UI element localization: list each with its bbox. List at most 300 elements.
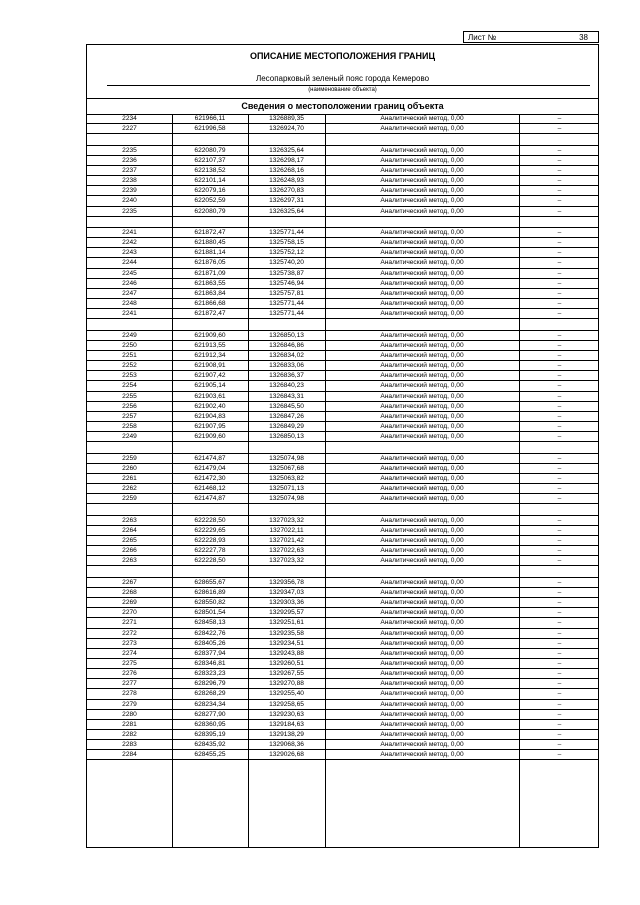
y-coordinate-cell: 1329138,29 bbox=[269, 730, 304, 738]
y-coordinate-cell: 1326325,64 bbox=[269, 207, 304, 215]
document-frame bbox=[86, 44, 599, 848]
y-coordinate-cell: 1329347,03 bbox=[269, 588, 304, 596]
table-separator-row bbox=[87, 319, 598, 330]
sheet-label: Лист № bbox=[468, 33, 497, 42]
x-coordinate-cell: 622079,16 bbox=[194, 187, 226, 195]
extra-cell: – bbox=[557, 619, 562, 627]
extra-cell: – bbox=[557, 279, 562, 287]
y-coordinate-cell: 1326843,31 bbox=[269, 392, 304, 400]
extra-cell: – bbox=[557, 289, 562, 297]
extra-cell: – bbox=[557, 177, 562, 185]
method-cell: Аналитический метод, 0,00 bbox=[380, 341, 464, 349]
table-row bbox=[87, 710, 598, 720]
point-number-cell: 2252 bbox=[122, 362, 137, 370]
y-coordinate-cell: 1329026,68 bbox=[269, 751, 304, 759]
y-coordinate-cell: 1326833,06 bbox=[269, 362, 304, 370]
point-number-cell: 2241 bbox=[122, 229, 137, 237]
document-title: ОПИСАНИЕ МЕСТОПОЛОЖЕНИЯ ГРАНИЦ bbox=[249, 51, 436, 61]
x-coordinate-cell: 628616,89 bbox=[194, 588, 226, 596]
table-row bbox=[87, 166, 598, 176]
extra-cell: – bbox=[557, 537, 562, 545]
table-row bbox=[87, 484, 598, 494]
extra-cell: – bbox=[557, 578, 562, 586]
method-cell: Аналитический метод, 0,00 bbox=[380, 516, 464, 524]
extra-cell: – bbox=[557, 751, 562, 759]
x-coordinate-cell: 628405,26 bbox=[194, 639, 226, 647]
x-coordinate-cell: 628323,23 bbox=[194, 670, 226, 678]
x-coordinate-cell: 628395,19 bbox=[194, 730, 226, 738]
y-coordinate-cell: 1326850,13 bbox=[269, 331, 304, 339]
y-coordinate-cell: 1325074,98 bbox=[269, 495, 304, 503]
point-number-cell: 2272 bbox=[122, 629, 137, 637]
x-coordinate-cell: 628455,25 bbox=[194, 751, 226, 759]
method-cell: Аналитический метод, 0,00 bbox=[380, 412, 464, 420]
table-row bbox=[87, 114, 598, 124]
method-cell: Аналитический метод, 0,00 bbox=[380, 402, 464, 410]
method-cell: Аналитический метод, 0,00 bbox=[380, 700, 464, 708]
x-coordinate-cell: 628435,92 bbox=[194, 741, 226, 749]
extra-cell: – bbox=[557, 609, 562, 617]
method-cell: Аналитический метод, 0,00 bbox=[380, 115, 464, 122]
table-row bbox=[87, 679, 598, 689]
method-cell: Аналитический метод, 0,00 bbox=[380, 454, 464, 462]
table-row bbox=[87, 639, 598, 649]
method-cell: Аналитический метод, 0,00 bbox=[380, 433, 464, 441]
method-cell: Аналитический метод, 0,00 bbox=[380, 680, 464, 688]
point-number-cell: 2244 bbox=[122, 259, 137, 267]
x-coordinate-cell: 622228,50 bbox=[194, 557, 226, 565]
table-row bbox=[87, 186, 598, 196]
x-coordinate-cell: 621872,47 bbox=[194, 310, 226, 318]
extra-cell: – bbox=[557, 125, 562, 133]
sheet-number-box bbox=[463, 31, 599, 43]
x-coordinate-cell: 621863,84 bbox=[194, 289, 226, 297]
table-row bbox=[87, 381, 598, 391]
extra-cell: – bbox=[557, 588, 562, 596]
table-row bbox=[87, 432, 598, 442]
method-cell: Аналитический метод, 0,00 bbox=[380, 146, 464, 154]
extra-cell: – bbox=[557, 485, 562, 493]
table-row bbox=[87, 248, 598, 258]
extra-cell: – bbox=[557, 629, 562, 637]
extra-cell: – bbox=[557, 670, 562, 678]
method-cell: Аналитический метод, 0,00 bbox=[380, 578, 464, 586]
method-cell: Аналитический метод, 0,00 bbox=[380, 659, 464, 667]
method-cell: Аналитический метод, 0,00 bbox=[380, 289, 464, 297]
method-cell: Аналитический метод, 0,00 bbox=[380, 372, 464, 380]
sheet-number-underline bbox=[498, 42, 590, 43]
point-number-cell: 2250 bbox=[122, 341, 137, 349]
x-coordinate-cell: 621880,45 bbox=[194, 239, 226, 247]
y-coordinate-cell: 1329260,51 bbox=[269, 659, 304, 667]
method-cell: Аналитический метод, 0,00 bbox=[380, 599, 464, 607]
point-number-cell: 2253 bbox=[122, 372, 137, 380]
table-row bbox=[87, 464, 598, 474]
x-coordinate-cell: 621996,58 bbox=[194, 125, 226, 133]
table-row bbox=[87, 238, 598, 248]
y-coordinate-cell: 1326845,50 bbox=[269, 402, 304, 410]
y-coordinate-cell: 1325771,44 bbox=[269, 229, 304, 237]
column-divider bbox=[248, 114, 249, 847]
table-row bbox=[87, 454, 598, 464]
point-number-cell: 2242 bbox=[122, 239, 137, 247]
point-number-cell: 2268 bbox=[122, 588, 137, 596]
point-number-cell: 2279 bbox=[122, 700, 137, 708]
extra-cell: – bbox=[557, 372, 562, 380]
y-coordinate-cell: 1326889,35 bbox=[269, 115, 304, 122]
method-cell: Аналитический метод, 0,00 bbox=[380, 382, 464, 390]
point-number-cell: 2251 bbox=[122, 351, 137, 359]
y-coordinate-cell: 1325752,12 bbox=[269, 249, 304, 257]
table-row bbox=[87, 700, 598, 710]
y-coordinate-cell: 1329230,63 bbox=[269, 710, 304, 718]
method-cell: Аналитический метод, 0,00 bbox=[380, 670, 464, 678]
table-row bbox=[87, 156, 598, 166]
extra-cell: – bbox=[557, 402, 562, 410]
method-cell: Аналитический метод, 0,00 bbox=[380, 639, 464, 647]
y-coordinate-cell: 1326836,37 bbox=[269, 372, 304, 380]
x-coordinate-cell: 622227,78 bbox=[194, 547, 226, 555]
table-row bbox=[87, 279, 598, 289]
point-number-cell: 2235 bbox=[122, 207, 137, 215]
table-row bbox=[87, 351, 598, 361]
method-cell: Аналитический метод, 0,00 bbox=[380, 125, 464, 133]
method-cell: Аналитический метод, 0,00 bbox=[380, 741, 464, 749]
method-cell: Аналитический метод, 0,00 bbox=[380, 730, 464, 738]
method-cell: Аналитический метод, 0,00 bbox=[380, 751, 464, 759]
y-coordinate-cell: 1325757,81 bbox=[269, 289, 304, 297]
y-coordinate-cell: 1325738,87 bbox=[269, 269, 304, 277]
y-coordinate-cell: 1325771,44 bbox=[269, 310, 304, 318]
table-row bbox=[87, 750, 598, 760]
table-row bbox=[87, 176, 598, 186]
point-number-cell: 2241 bbox=[122, 310, 137, 318]
x-coordinate-cell: 621876,05 bbox=[194, 259, 226, 267]
table-row bbox=[87, 536, 598, 546]
table-row bbox=[87, 588, 598, 598]
table-row bbox=[87, 392, 598, 402]
point-number-cell: 2245 bbox=[122, 269, 137, 277]
x-coordinate-cell: 621881,14 bbox=[194, 249, 226, 257]
y-coordinate-cell: 1325746,94 bbox=[269, 279, 304, 287]
x-coordinate-cell: 621909,60 bbox=[194, 331, 226, 339]
point-number-cell: 2270 bbox=[122, 609, 137, 617]
point-number-cell: 2234 bbox=[122, 115, 137, 122]
point-number-cell: 2247 bbox=[122, 289, 137, 297]
y-coordinate-cell: 1329243,88 bbox=[269, 649, 304, 657]
extra-cell: – bbox=[557, 741, 562, 749]
point-number-cell: 2264 bbox=[122, 526, 137, 534]
method-cell: Аналитический метод, 0,00 bbox=[380, 629, 464, 637]
y-coordinate-cell: 1329295,57 bbox=[269, 609, 304, 617]
table-row bbox=[87, 494, 598, 504]
method-cell: Аналитический метод, 0,00 bbox=[380, 177, 464, 185]
table-row bbox=[87, 740, 598, 750]
extra-cell: – bbox=[557, 412, 562, 420]
point-number-cell: 2243 bbox=[122, 249, 137, 257]
table-row bbox=[87, 422, 598, 432]
y-coordinate-cell: 1326270,83 bbox=[269, 187, 304, 195]
extra-cell: – bbox=[557, 700, 562, 708]
table-row bbox=[87, 341, 598, 351]
table-row bbox=[87, 228, 598, 238]
x-coordinate-cell: 628655,67 bbox=[194, 578, 226, 586]
object-name-underline bbox=[107, 85, 590, 86]
point-number-cell: 2280 bbox=[122, 710, 137, 718]
table-row bbox=[87, 258, 598, 268]
point-number-cell: 2263 bbox=[122, 557, 137, 565]
table-row bbox=[87, 289, 598, 299]
y-coordinate-cell: 1325740,20 bbox=[269, 259, 304, 267]
x-coordinate-cell: 621966,11 bbox=[194, 115, 226, 122]
table-separator-row bbox=[87, 504, 598, 515]
table-row bbox=[87, 196, 598, 206]
table-row bbox=[87, 578, 598, 588]
method-cell: Аналитический метод, 0,00 bbox=[380, 649, 464, 657]
x-coordinate-cell: 621472,30 bbox=[194, 474, 226, 482]
point-number-cell: 2267 bbox=[122, 578, 137, 586]
point-number-cell: 2238 bbox=[122, 177, 137, 185]
x-coordinate-cell: 628346,81 bbox=[194, 659, 226, 667]
extra-cell: – bbox=[557, 392, 562, 400]
extra-cell: – bbox=[557, 474, 562, 482]
point-number-cell: 2239 bbox=[122, 187, 137, 195]
table-row bbox=[87, 371, 598, 381]
method-cell: Аналитический метод, 0,00 bbox=[380, 609, 464, 617]
method-cell: Аналитический метод, 0,00 bbox=[380, 331, 464, 339]
method-cell: Аналитический метод, 0,00 bbox=[380, 588, 464, 596]
point-number-cell: 2237 bbox=[122, 166, 137, 174]
x-coordinate-cell: 628234,34 bbox=[194, 700, 226, 708]
x-coordinate-cell: 621479,04 bbox=[194, 464, 226, 472]
y-coordinate-cell: 1329235,58 bbox=[269, 629, 304, 637]
y-coordinate-cell: 1325771,44 bbox=[269, 300, 304, 308]
y-coordinate-cell: 1326325,64 bbox=[269, 146, 304, 154]
extra-cell: – bbox=[557, 197, 562, 205]
column-divider bbox=[325, 114, 326, 847]
point-number-cell: 2275 bbox=[122, 659, 137, 667]
point-number-cell: 2249 bbox=[122, 331, 137, 339]
coordinates-table bbox=[87, 114, 598, 760]
point-number-cell: 2258 bbox=[122, 422, 137, 430]
extra-cell: – bbox=[557, 269, 562, 277]
method-cell: Аналитический метод, 0,00 bbox=[380, 351, 464, 359]
extra-cell: – bbox=[557, 331, 562, 339]
x-coordinate-cell: 621909,60 bbox=[194, 433, 226, 441]
method-cell: Аналитический метод, 0,00 bbox=[380, 229, 464, 237]
x-coordinate-cell: 622101,14 bbox=[194, 177, 226, 185]
x-coordinate-cell: 621871,09 bbox=[194, 269, 226, 277]
table-row bbox=[87, 649, 598, 659]
extra-cell: – bbox=[557, 239, 562, 247]
table-separator-row bbox=[87, 217, 598, 228]
x-coordinate-cell: 621912,34 bbox=[194, 351, 226, 359]
x-coordinate-cell: 622107,37 bbox=[194, 156, 226, 164]
y-coordinate-cell: 1326850,13 bbox=[269, 433, 304, 441]
method-cell: Аналитический метод, 0,00 bbox=[380, 526, 464, 534]
point-number-cell: 2246 bbox=[122, 279, 137, 287]
table-row bbox=[87, 618, 598, 628]
table-row bbox=[87, 689, 598, 699]
x-coordinate-cell: 621907,95 bbox=[194, 422, 226, 430]
table-row bbox=[87, 526, 598, 536]
y-coordinate-cell: 1327021,42 bbox=[269, 537, 304, 545]
table-row bbox=[87, 669, 598, 679]
column-divider bbox=[172, 114, 173, 847]
method-cell: Аналитический метод, 0,00 bbox=[380, 310, 464, 318]
x-coordinate-cell: 622228,93 bbox=[194, 537, 226, 545]
y-coordinate-cell: 1325074,98 bbox=[269, 454, 304, 462]
extra-cell: – bbox=[557, 557, 562, 565]
y-coordinate-cell: 1326298,17 bbox=[269, 156, 304, 164]
point-number-cell: 2283 bbox=[122, 741, 137, 749]
method-cell: Аналитический метод, 0,00 bbox=[380, 474, 464, 482]
table-row bbox=[87, 629, 598, 639]
table-row bbox=[87, 331, 598, 341]
extra-cell: – bbox=[557, 310, 562, 318]
method-cell: Аналитический метод, 0,00 bbox=[380, 690, 464, 698]
table-row bbox=[87, 730, 598, 740]
y-coordinate-cell: 1329234,51 bbox=[269, 639, 304, 647]
y-coordinate-cell: 1327023,32 bbox=[269, 557, 304, 565]
y-coordinate-cell: 1325071,13 bbox=[269, 485, 304, 493]
x-coordinate-cell: 621902,40 bbox=[194, 402, 226, 410]
point-number-cell: 2282 bbox=[122, 730, 137, 738]
extra-cell: – bbox=[557, 649, 562, 657]
point-number-cell: 2256 bbox=[122, 402, 137, 410]
y-coordinate-cell: 1326268,16 bbox=[269, 166, 304, 174]
y-coordinate-cell: 1326840,23 bbox=[269, 382, 304, 390]
extra-cell: – bbox=[557, 362, 562, 370]
table-separator-row bbox=[87, 566, 598, 577]
extra-cell: – bbox=[557, 730, 562, 738]
table-row bbox=[87, 556, 598, 566]
y-coordinate-cell: 1329251,61 bbox=[269, 619, 304, 627]
x-coordinate-cell: 628550,82 bbox=[194, 599, 226, 607]
method-cell: Аналитический метод, 0,00 bbox=[380, 362, 464, 370]
method-cell: Аналитический метод, 0,00 bbox=[380, 485, 464, 493]
extra-cell: – bbox=[557, 249, 562, 257]
x-coordinate-cell: 621474,87 bbox=[194, 495, 226, 503]
x-coordinate-cell: 622229,65 bbox=[194, 526, 226, 534]
extra-cell: – bbox=[557, 115, 562, 122]
point-number-cell: 2261 bbox=[122, 474, 137, 482]
point-number-cell: 2269 bbox=[122, 599, 137, 607]
x-coordinate-cell: 622080,79 bbox=[194, 207, 226, 215]
column-divider bbox=[519, 114, 520, 847]
table-separator-row bbox=[87, 134, 598, 145]
method-cell: Аналитический метод, 0,00 bbox=[380, 249, 464, 257]
point-number-cell: 2255 bbox=[122, 392, 137, 400]
point-number-cell: 2227 bbox=[122, 125, 137, 133]
y-coordinate-cell: 1326846,86 bbox=[269, 341, 304, 349]
table-row bbox=[87, 124, 598, 134]
extra-cell: – bbox=[557, 720, 562, 728]
extra-cell: – bbox=[557, 639, 562, 647]
extra-cell: – bbox=[557, 207, 562, 215]
x-coordinate-cell: 621905,14 bbox=[194, 382, 226, 390]
table-row bbox=[87, 207, 598, 217]
y-coordinate-cell: 1327022,11 bbox=[269, 526, 304, 534]
point-number-cell: 2274 bbox=[122, 649, 137, 657]
method-cell: Аналитический метод, 0,00 bbox=[380, 300, 464, 308]
x-coordinate-cell: 628360,95 bbox=[194, 720, 226, 728]
extra-cell: – bbox=[557, 422, 562, 430]
extra-cell: – bbox=[557, 690, 562, 698]
point-number-cell: 2259 bbox=[122, 454, 137, 462]
x-coordinate-cell: 628268,29 bbox=[194, 690, 226, 698]
y-coordinate-cell: 1329258,65 bbox=[269, 700, 304, 708]
table-row bbox=[87, 474, 598, 484]
table-row bbox=[87, 361, 598, 371]
x-coordinate-cell: 628501,54 bbox=[194, 609, 226, 617]
x-coordinate-cell: 628422,76 bbox=[194, 629, 226, 637]
x-coordinate-cell: 628296,79 bbox=[194, 680, 226, 688]
extra-cell: – bbox=[557, 341, 562, 349]
point-number-cell: 2281 bbox=[122, 720, 137, 728]
method-cell: Аналитический метод, 0,00 bbox=[380, 495, 464, 503]
table-row bbox=[87, 269, 598, 279]
y-coordinate-cell: 1329270,88 bbox=[269, 680, 304, 688]
extra-cell: – bbox=[557, 229, 562, 237]
method-cell: Аналитический метод, 0,00 bbox=[380, 619, 464, 627]
x-coordinate-cell: 621474,87 bbox=[194, 454, 226, 462]
extra-cell: – bbox=[557, 166, 562, 174]
method-cell: Аналитический метод, 0,00 bbox=[380, 269, 464, 277]
extra-cell: – bbox=[557, 710, 562, 718]
method-cell: Аналитический метод, 0,00 bbox=[380, 207, 464, 215]
x-coordinate-cell: 622052,59 bbox=[194, 197, 226, 205]
y-coordinate-cell: 1326297,31 bbox=[269, 197, 304, 205]
extra-cell: – bbox=[557, 156, 562, 164]
point-number-cell: 2257 bbox=[122, 412, 137, 420]
x-coordinate-cell: 621907,42 bbox=[194, 372, 226, 380]
x-coordinate-cell: 622138,52 bbox=[194, 166, 226, 174]
extra-cell: – bbox=[557, 259, 562, 267]
method-cell: Аналитический метод, 0,00 bbox=[380, 464, 464, 472]
point-number-cell: 2248 bbox=[122, 300, 137, 308]
point-number-cell: 2266 bbox=[122, 547, 137, 555]
table-row bbox=[87, 720, 598, 730]
y-coordinate-cell: 1329068,36 bbox=[269, 741, 304, 749]
x-coordinate-cell: 628277,90 bbox=[194, 710, 226, 718]
object-name-caption: (наименование объекта) bbox=[308, 87, 377, 93]
extra-cell: – bbox=[557, 382, 562, 390]
x-coordinate-cell: 622080,79 bbox=[194, 146, 226, 154]
method-cell: Аналитический метод, 0,00 bbox=[380, 197, 464, 205]
method-cell: Аналитический метод, 0,00 bbox=[380, 557, 464, 565]
extra-cell: – bbox=[557, 659, 562, 667]
x-coordinate-cell: 621913,55 bbox=[194, 341, 226, 349]
extra-cell: – bbox=[557, 187, 562, 195]
y-coordinate-cell: 1329255,40 bbox=[269, 690, 304, 698]
extra-cell: – bbox=[557, 146, 562, 154]
table-row bbox=[87, 598, 598, 608]
point-number-cell: 2284 bbox=[122, 751, 137, 759]
x-coordinate-cell: 628458,13 bbox=[194, 619, 226, 627]
extra-cell: – bbox=[557, 351, 562, 359]
point-number-cell: 2276 bbox=[122, 670, 137, 678]
table-row bbox=[87, 402, 598, 412]
x-coordinate-cell: 621903,61 bbox=[194, 392, 226, 400]
extra-cell: – bbox=[557, 464, 562, 472]
extra-cell: – bbox=[557, 680, 562, 688]
y-coordinate-cell: 1326924,70 bbox=[269, 125, 304, 133]
y-coordinate-cell: 1327022,63 bbox=[269, 547, 304, 555]
point-number-cell: 2259 bbox=[122, 495, 137, 503]
point-number-cell: 2273 bbox=[122, 639, 137, 647]
extra-cell: – bbox=[557, 433, 562, 441]
